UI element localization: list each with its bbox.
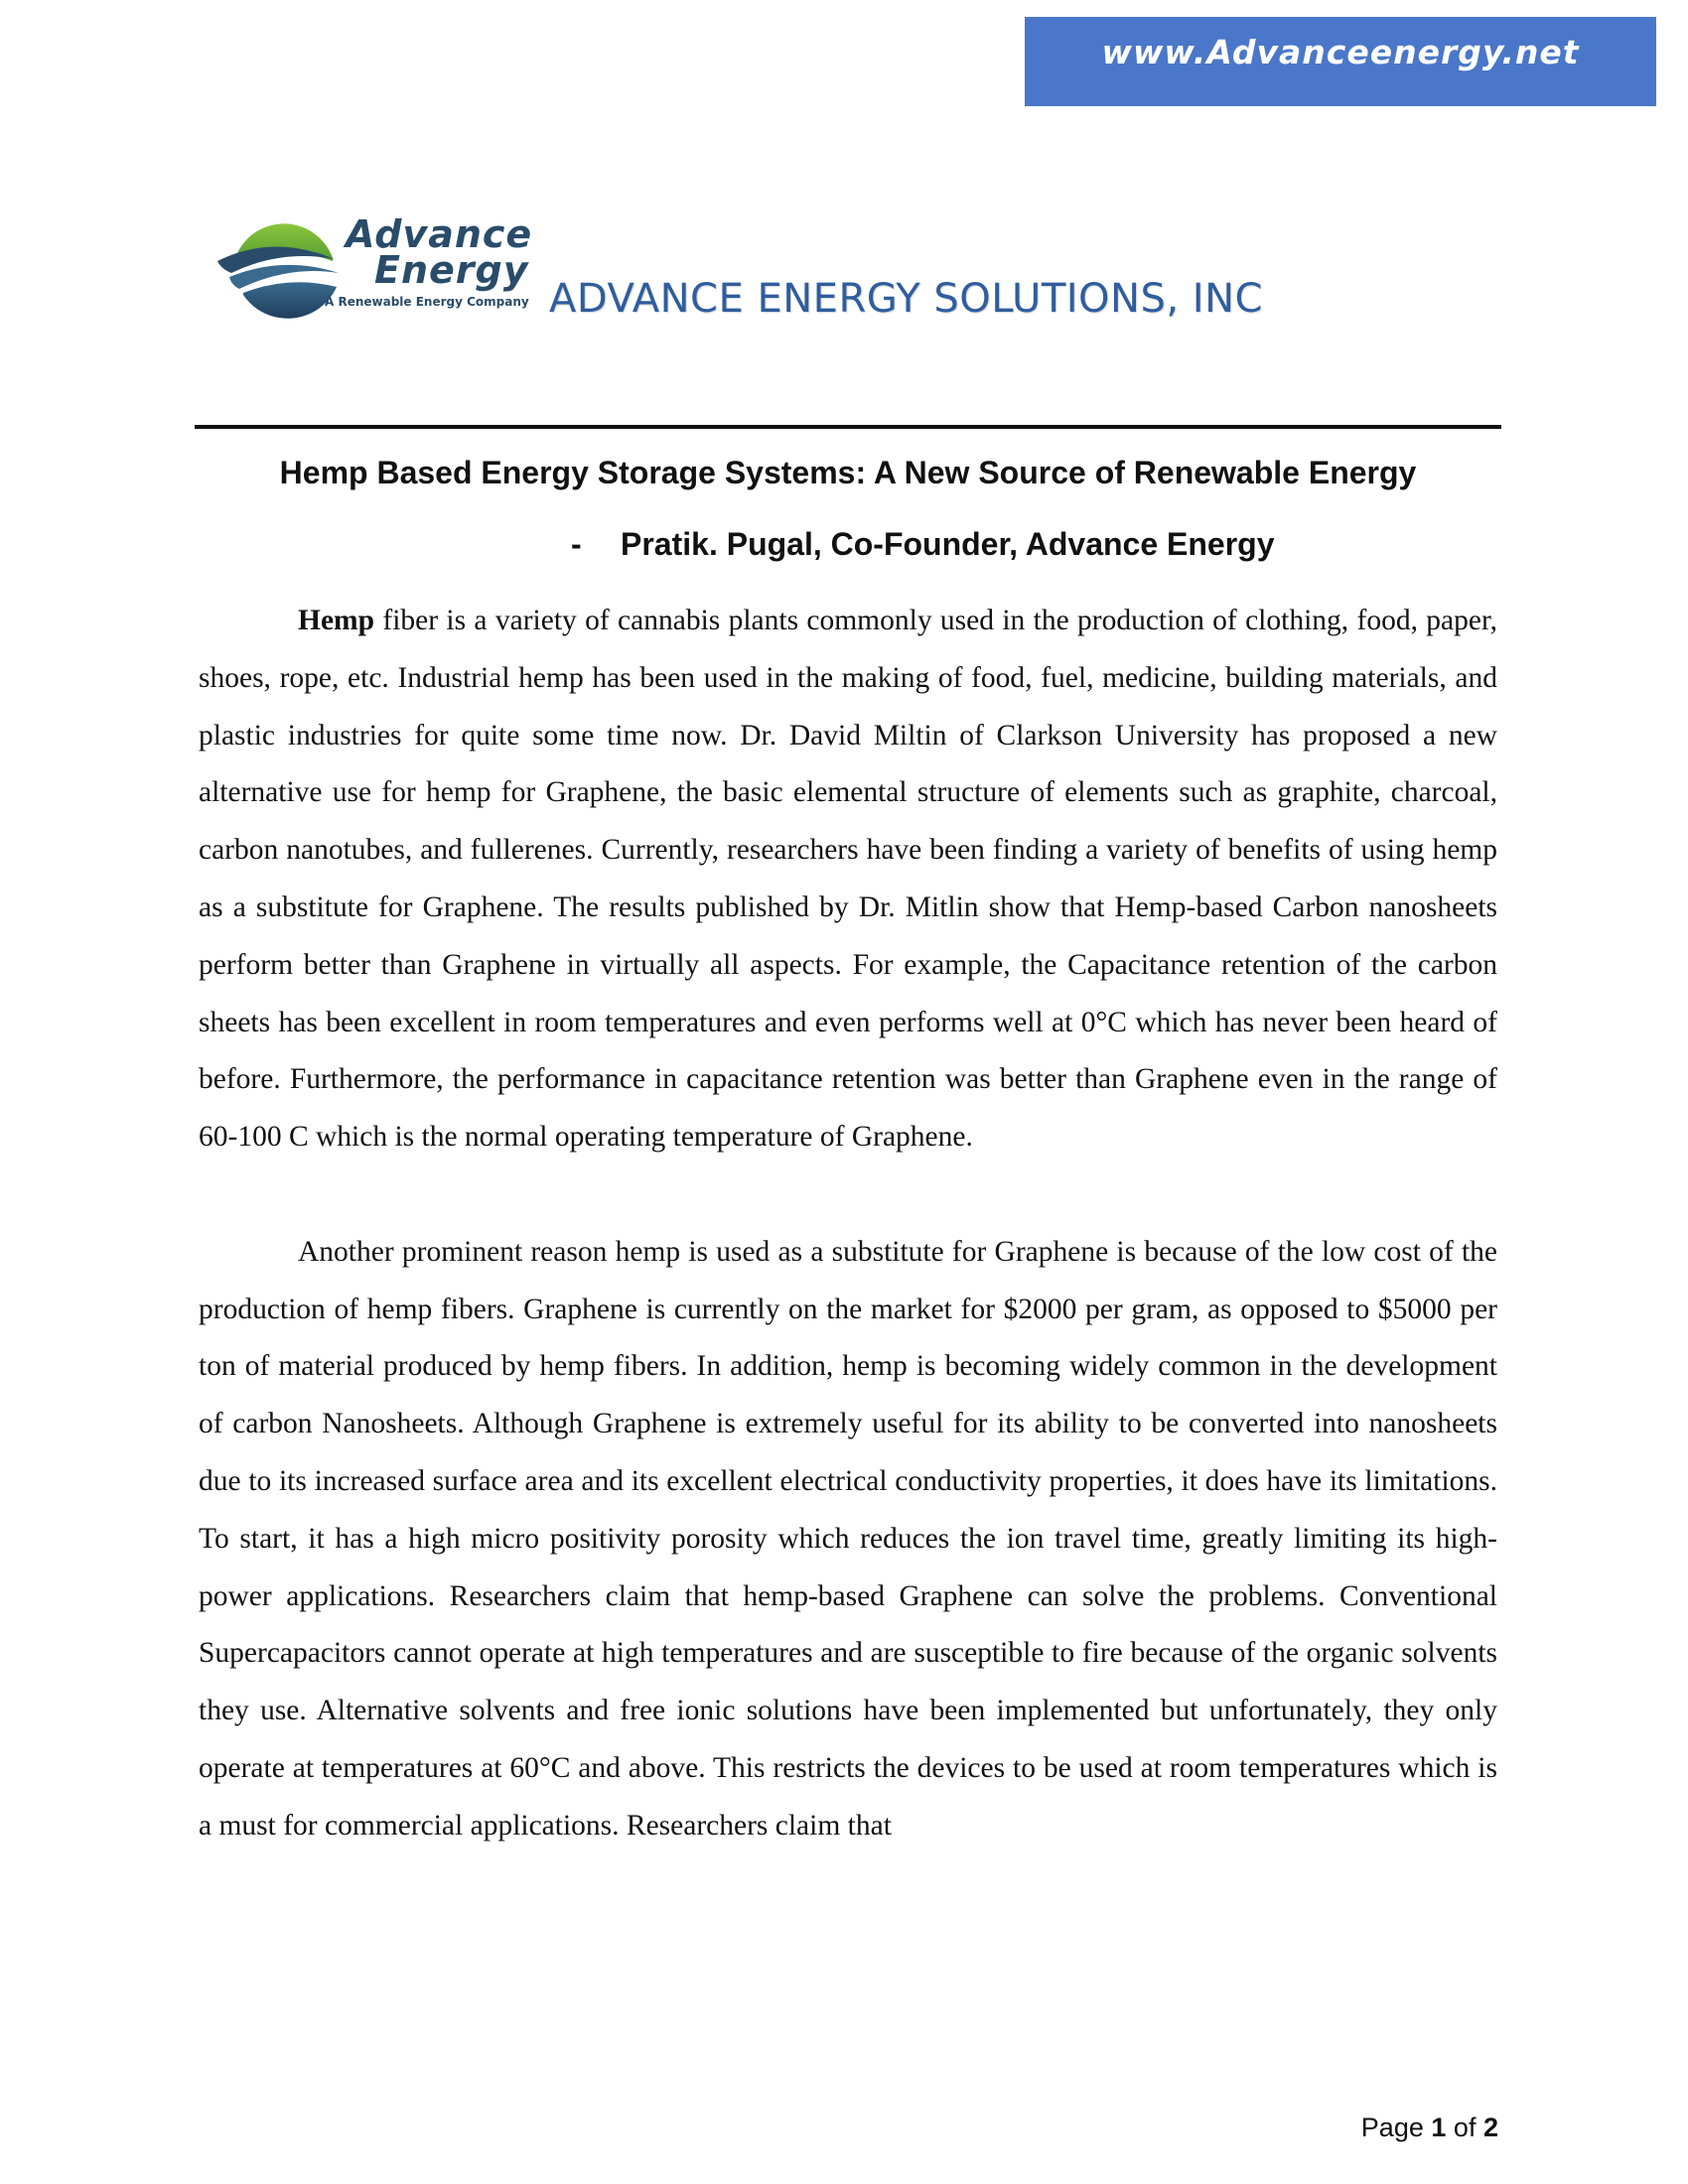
website-url-banner <box>1025 17 1656 106</box>
page-word: Page <box>1360 2113 1424 2142</box>
page-total: 2 <box>1482 2113 1498 2142</box>
paragraph-1-lead: Hemp <box>298 605 375 636</box>
logo-text-energy: Energy <box>374 248 529 292</box>
company-logo <box>204 204 533 323</box>
author-name: Pratik. Pugal, Co-Founder, Advance Energy <box>621 526 1275 562</box>
article-body <box>199 593 1497 1855</box>
paragraph-1-text: fiber is a variety of cannabis plants commonly used in the production of clothing, food, paper, shoes, rope, etc. Industrial hemp has been used in the making of food, fuel, medicine, building materials, and plastic industries for quite some time now. Dr. David Miltin of Clarkson University has proposed a new alternative use for hemp for Graphene, the basic elemental structure of elements such as graphite, charcoal, carbon nanotubes, and fullerenes. Currently, researchers have been finding a variety of benefits of using hemp as a substitute for Graphene. The results published by Dr. Mitlin show that Hemp-based Carbon nanosheets perform better than Graphene in virtually all aspects. For example, the Capacitance retention of the carbon sheets has been excellent in room temperatures and even performs well at 0°C which has never been heard of before. Furthermore, the performance in capacitance retention was better than Graphene even in the range of 60-100 C which is the normal operating temperature of Graphene. <box>199 605 1497 1154</box>
page-number <box>1361 2113 1498 2143</box>
website-url: www.Advanceenergy.net <box>1101 33 1580 71</box>
company-name: ADVANCE ENERGY SOLUTIONS, INC <box>549 276 1263 322</box>
author-line <box>571 526 1275 563</box>
paragraph-1 <box>199 593 1497 1166</box>
paragraph-2: Another prominent reason hemp is used as a substitute for Graphene is because of the low cost of the production of hemp fibers. Graphene is currently on the market for $2000 per gram, as opposed to $5000 per ton of material produced by hemp fibers. In addition, hemp is becoming widely common in the development of carbon Nanosheets. Although Graphene is extremely useful for its ability to be converted into nanosheets due to its increased surface area and its excellent electrical conductivity properties, it does have its limitations. To start, it has a high micro positivity porosity which reduces the ion travel time, greatly limiting its high-power applications. Researchers claim that hemp-based Graphene can solve the problems. Conventional Supercapacitors cannot operate at high temperatures and are susceptible to fire because of the organic solvents they use. Alternative solvents and free ionic solutions have been implemented but unfortunately, they only operate at temperatures at 60°C and above. This restricts the devices to be used at room temperatures which is a must for commercial applications. Researchers claim that <box>199 1235 1497 1842</box>
author-dash: - <box>571 526 582 562</box>
page-current: 1 <box>1431 2113 1447 2142</box>
logo-tagline: A Renewable Energy Company <box>325 295 529 309</box>
article-title: Hemp Based Energy Storage Systems: A New Source of Renewable Energy <box>279 455 1417 490</box>
logo-text-advance: Advance <box>346 212 533 256</box>
of-word: of <box>1453 2113 1477 2142</box>
header-divider <box>195 425 1501 429</box>
logo-globe-icon <box>204 204 343 323</box>
